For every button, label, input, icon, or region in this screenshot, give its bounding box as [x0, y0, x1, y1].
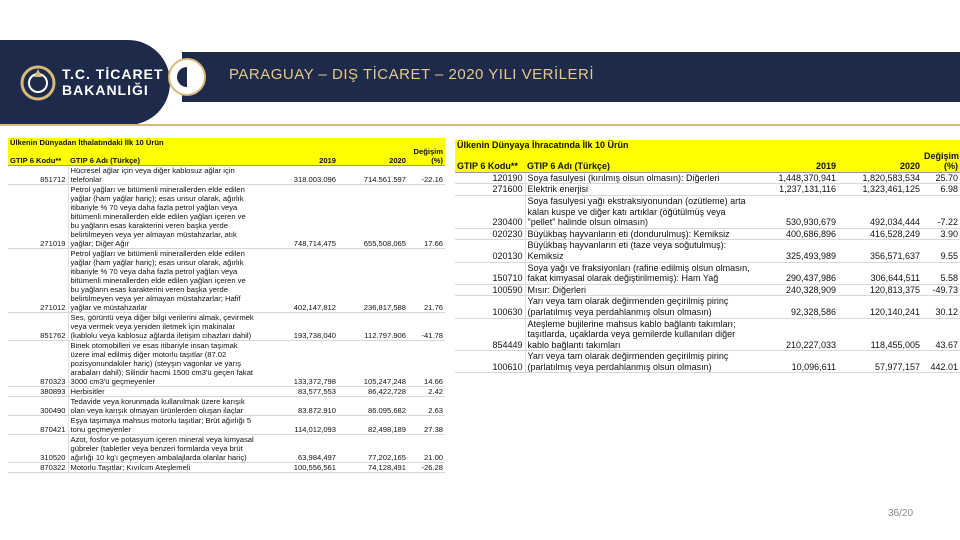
- imports-table-title: Ülkenin Dünyadan İthalatındaki İlk 10 Ürün: [8, 138, 445, 147]
- value-2020: 112.797.906: [338, 313, 408, 341]
- gtip-code: 271600: [455, 184, 525, 196]
- change-percent: 2.63: [408, 397, 445, 416]
- gtip-code: 230400: [455, 195, 525, 228]
- product-name: Azot, fosfor ve potasyum içeren mineral veya kimyasal gübreler (tabletler veya benzeri formlarda veya brüt ağırlığı 10 kg'ı geçmeyen ambalajlarda olanlar hariç): [68, 435, 258, 463]
- value-2019: 10,096,611: [755, 351, 838, 373]
- column-header: GTIP 6 Kodu**: [8, 147, 68, 166]
- product-name: Büyükbaş hayvanların eti (taze veya soğutulmuş): Kemiksiz: [525, 240, 755, 262]
- change-percent: 442.01: [922, 351, 960, 373]
- logo-text-line1: T.C. TİCARET: [62, 66, 164, 82]
- value-2020: 492,034,444: [838, 195, 922, 228]
- value-2020: 655,508,065: [338, 185, 408, 249]
- change-percent: 5.58: [922, 262, 960, 284]
- gtip-code: 271012: [8, 249, 68, 313]
- table-row: [8, 249, 445, 313]
- gtip-code: 870323: [8, 341, 68, 387]
- value-2020: 57,977,157: [838, 351, 922, 373]
- value-2020: 77,202,165: [338, 435, 408, 463]
- gtip-code: 020130: [455, 240, 525, 262]
- change-percent: -49.73: [922, 284, 960, 296]
- gtip-code: 100610: [455, 351, 525, 373]
- value-2019: 114,012,093: [258, 416, 338, 435]
- value-2019: 325,493,989: [755, 240, 838, 262]
- product-name: Büyükbaş hayvanların eti (dondurulmuş): Kemiksiz: [525, 228, 755, 240]
- value-2019: 92,328,586: [755, 296, 838, 318]
- value-2020: 1,820,583,534: [838, 172, 922, 184]
- value-2020: 120,140,241: [838, 296, 922, 318]
- gtip-code: 870322: [8, 463, 68, 473]
- change-percent: 30.12: [922, 296, 960, 318]
- gtip-code: 300490: [8, 397, 68, 416]
- exports-table-title-row: [455, 140, 960, 151]
- table-row: [8, 341, 445, 387]
- value-2020: 714.561.597: [338, 166, 408, 185]
- column-header: GTIP 6 Adı (Türkçe): [525, 151, 755, 173]
- gtip-code: 310520: [8, 435, 68, 463]
- change-percent: 2.42: [408, 387, 445, 397]
- gtip-code: 100590: [455, 284, 525, 296]
- value-2020: 86.095.682: [338, 397, 408, 416]
- column-header: 2019: [755, 151, 838, 173]
- table-row: [8, 387, 445, 397]
- product-name: Soya fasulyesi (kırılmış olsun olmasın): Diğerleri: [525, 172, 755, 184]
- change-percent: -22.16: [408, 166, 445, 185]
- change-percent: 43.67: [922, 318, 960, 351]
- product-name: Mısır: Diğerleri: [525, 284, 755, 296]
- change-percent: 3.90: [922, 228, 960, 240]
- imports-table-header: [8, 147, 445, 166]
- table-row: [455, 195, 960, 228]
- table-row: [8, 185, 445, 249]
- half-circle-icon: [177, 67, 197, 87]
- value-2020: 82,498,189: [338, 416, 408, 435]
- ministry-emblem-icon: [20, 65, 56, 101]
- value-2020: 74,128,491: [338, 463, 408, 473]
- table-row: [8, 416, 445, 435]
- change-percent: 6.98: [922, 184, 960, 196]
- change-percent: -7.22: [922, 195, 960, 228]
- change-percent: -41.78: [408, 313, 445, 341]
- gtip-code: 020230: [455, 228, 525, 240]
- value-2019: 83,577,553: [258, 387, 338, 397]
- product-name: Yarı veya tam olarak değirmenden geçirilmiş pirinç (parlatılmış veya perdahlanmış olsun olmasın): [525, 296, 755, 318]
- gtip-code: 851712: [8, 166, 68, 185]
- product-name: Herbisitler: [68, 387, 258, 397]
- product-name: Ses, görüntü veya diğer bilgi verilerini almak, çevirmek veya vermek veya yeniden iletmek için makinalar (kablolu veya kablosuz ağlarda iletişim cihazları dahil): [68, 313, 258, 341]
- gtip-code: 100630: [455, 296, 525, 318]
- value-2020: 236,817,588: [338, 249, 408, 313]
- value-2019: 402,147,812: [258, 249, 338, 313]
- column-header: 2020: [838, 151, 922, 173]
- column-header: Değişim (%): [924, 150, 960, 172]
- product-name: Petrol yağları ve bitümenli minerallerden elde edilen yağlar (ham yağlar hariç); esas unsur olarak, ağırlık itibariyle % 70 veya daha fazla petrol yağları veya bitümenli minerallerden elde edilen yağları içeren ve bu yağların esas karakterini veren başka yerde belirtilmeyen veya yer almayan müstahzarlar; Hafif yağlar ve müstahzarlar: [68, 249, 258, 313]
- product-name: Ateşleme bujilerine mahsus kablo bağlantı takımları; taşıtlarda, uçaklarda veya gemilerde kullanılan diğer kablo bağlantı takımları: [525, 318, 755, 351]
- change-percent: 27.38: [408, 416, 445, 435]
- page-title: PARAGUAY – DIŞ TİCARET – 2020 YILI VERİLERİ: [229, 66, 594, 83]
- value-2019: 400,686,896: [755, 228, 838, 240]
- divider: [0, 124, 960, 126]
- table-row: [8, 166, 445, 185]
- value-2020: 120,813,375: [838, 284, 922, 296]
- value-2019: 1,448,370,941: [755, 172, 838, 184]
- value-2019: 83.872.910: [258, 397, 338, 416]
- product-name: Hücresel ağlar için veya diğer kablosuz ağlar için telefonlar: [68, 166, 258, 185]
- table-row: [8, 463, 445, 473]
- value-2020: 118,455,005: [838, 318, 922, 351]
- exports-table-title: Ülkenin Dünyaya İhracatında İlk 10 Ürün: [455, 140, 960, 151]
- value-2020: 356,571,637: [838, 240, 922, 262]
- value-2019: 240,328,909: [755, 284, 838, 296]
- product-name: Yarı veya tam olarak değirmenden geçirilmiş pirinç (parlatılmış veya perdahlanmış olsun olmasın): [525, 351, 755, 373]
- column-header: GTIP 6 Adı (Türkçe): [68, 147, 258, 166]
- value-2020: 416,528,249: [838, 228, 922, 240]
- exports-table: [455, 140, 960, 373]
- imports-table-title-row: [8, 138, 445, 147]
- value-2019: 63,984,497: [258, 435, 338, 463]
- gtip-code: 870421: [8, 416, 68, 435]
- change-percent: 21.00: [408, 435, 445, 463]
- table-row: [455, 240, 960, 262]
- page-number: 36/20: [888, 508, 914, 519]
- table-row: [455, 172, 960, 184]
- column-header: 2019: [258, 147, 338, 166]
- gtip-code: 851762: [8, 313, 68, 341]
- value-2019: 133,372,798: [258, 341, 338, 387]
- product-name: Soya yağı ve fraksiyonları (rafine edilmiş olsun olmasın, fakat kimyasal olarak değiştirilmemiş): Ham Yağ: [525, 262, 755, 284]
- value-2019: 100,556,561: [258, 463, 338, 473]
- product-name: Eşya taşımaya mahsus motorlu taşıtlar; Brüt ağırlığı 5 tonu geçmeyenler: [68, 416, 258, 435]
- change-percent: 17.66: [408, 185, 445, 249]
- product-name: Soya fasulyesi yağı ekstraksiyonundan (ozütleme) arta kalan kuspe ve diğer katı artıklar (öğütülmüş veya "pellet" halinde olsun olmasın): [525, 195, 755, 228]
- product-name: Motorlu Taşıtlar; Kıvılcım Ateşlemeli: [68, 463, 258, 473]
- change-percent: 14.66: [408, 341, 445, 387]
- value-2019: 193,738,040: [258, 313, 338, 341]
- gtip-code: 271019: [8, 185, 68, 249]
- gtip-code: 150710: [455, 262, 525, 284]
- table-row: [455, 296, 960, 318]
- value-2019: 530,930,679: [755, 195, 838, 228]
- product-name: Elektrik enerjisi: [525, 184, 755, 196]
- column-header: 2020: [338, 147, 408, 166]
- change-percent: 25.70: [922, 172, 960, 184]
- gtip-code: 854449: [455, 318, 525, 351]
- value-2019: 318.003.096: [258, 166, 338, 185]
- table-row: [8, 313, 445, 341]
- product-name: Petrol yağları ve bitümenli minerallerden elde edilen yağlar (ham yağlar hariç); esas unsur olarak, ağırlık itibariyle % 70 veya daha fazla petrol yağları veya bitümenli minerallerden elde edilen yağları içeren ve bu yağların esas karakterini veren başka yerde belirtilmeyen veya yer almayan müstahzarlar, atık yağlar; Diğer Ağır: [68, 185, 258, 249]
- value-2020: 306,644,511: [838, 262, 922, 284]
- table-row: [8, 435, 445, 463]
- value-2019: 210,227,033: [755, 318, 838, 351]
- table-row: [455, 184, 960, 196]
- change-percent: 9.55: [922, 240, 960, 262]
- value-2019: 290,437,986: [755, 262, 838, 284]
- table-row: [8, 397, 445, 416]
- gtip-code: 120190: [455, 172, 525, 184]
- value-2019: 748,714,475: [258, 185, 338, 249]
- table-row: [455, 262, 960, 284]
- table-row: [455, 228, 960, 240]
- logo-text-line2: BAKANLIĞI: [62, 82, 149, 98]
- column-header: GTIP 6 Kodu**: [455, 151, 525, 173]
- imports-table: [8, 138, 445, 473]
- exports-table-header: [455, 151, 960, 173]
- value-2020: 86,422,728: [338, 387, 408, 397]
- value-2020: 1,323,461,125: [838, 184, 922, 196]
- column-header: Değişim (%): [408, 147, 445, 166]
- value-2020: 105,247,248: [338, 341, 408, 387]
- gtip-code: 380893: [8, 387, 68, 397]
- table-row: [455, 318, 960, 351]
- product-name: Binek otomobilleri ve esas itibariyle insan taşımak üzere imal edilmiş diğer motorlu taşıtlar (87.02 pozisyonundakiler hariç) (steyşın vagonlar ve yarış arabaları dahil); Silindir hacmi 1500 cm3'ü geçen fakat 3000 cm3'ü geçmeyenler: [68, 341, 258, 387]
- value-2019: 1,237,131,116: [755, 184, 838, 196]
- table-row: [455, 351, 960, 373]
- table-row: [455, 284, 960, 296]
- product-name: Tedavide veya korunmada kullanılmak üzere karışık olan veya karışık olmayan ürünlerden oluşan ilaçlar: [68, 397, 258, 416]
- change-percent: 21.76: [408, 249, 445, 313]
- change-percent: -26.28: [408, 463, 445, 473]
